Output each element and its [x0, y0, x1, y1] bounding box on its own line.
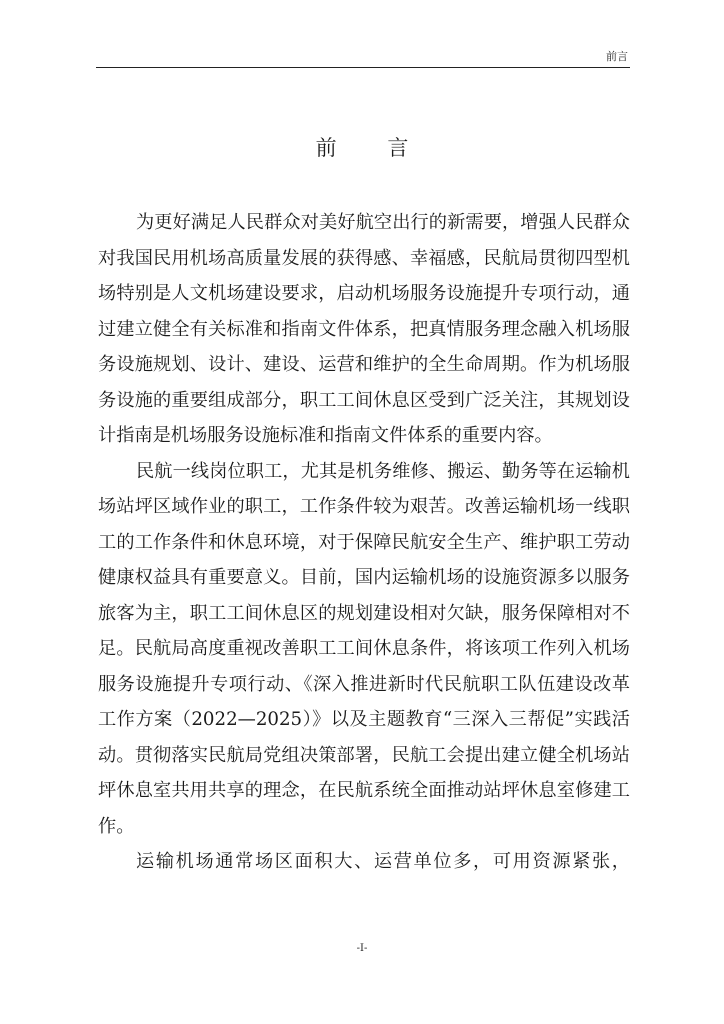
page-number: -I- [356, 943, 368, 954]
page-title: 前 言 [315, 136, 431, 160]
paragraph-1: 为更好满足人民群众对美好航空出行的新需要，增强人民群众对我国民用机场高质量发展的获得感、幸福感，民航局贯彻四型机场特别是人文机场建设要求，启动机场服务设施提升专项行动，通过建立健全有关标准和指南文件体系，把真情服务理念融入机场服务设施规划、设计、建设、运营和维护的全生命周期。作为机场服务设施的重要组成部分，职工工间休息区受到广泛关注，其规划设计指南是机场服务设施标准和指南文件体系的重要内容。 [98, 212, 630, 446]
body-text [98, 205, 630, 880]
paragraph-2: 民航一线岗位职工，尤其是机务维修、搬运、勤务等在运输机场站坪区域作业的职工，工作条件较为艰苦。改善运输机场一线职工的工作条件和休息环境，对于保障民航安全生产、维护职工劳动健康权益具有重要意义。目前，国内运输机场的设施资源多以服务旅客为主，职工工间休息区的规划建设相对欠缺，服务保障相对不足。民航局高度重视改善职工工间休息条件，将该项工作列入机场服务设施提升专项行动、《深入推进新时代民航职工队伍建设改革工作方案（2022—2025）》以及主题教育“三深入三帮促”实践活动。贯彻落实民航局党组决策部署，民航工会提出建立健全机场站坪休息室共用共享的理念，在民航系统全面推动站坪休息室修建工作。 [98, 460, 630, 837]
paragraph-3: 运输机场通常场区面积大、运营单位多，可用资源紧张， [136, 851, 630, 872]
running-header: 前言 [606, 50, 628, 63]
header-rule [96, 67, 630, 68]
